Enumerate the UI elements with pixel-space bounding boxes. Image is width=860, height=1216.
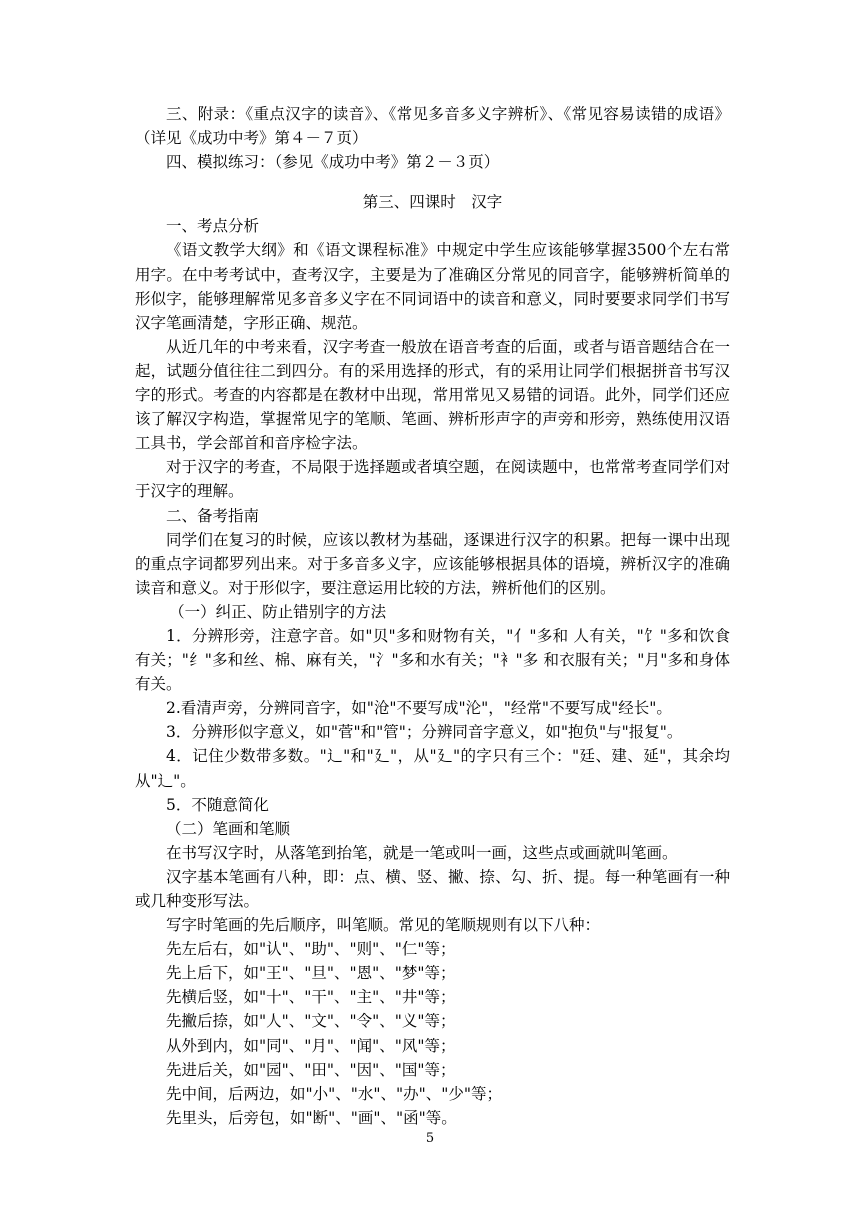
list-item: 2.看清声旁，分辨同音字，如"沧"不要写成"沦"，"经常"不要写成"经长"。 — [166, 699, 672, 718]
rule-item: 先进后关，如"园"、"田"、"因"、"国"等； — [166, 1060, 456, 1079]
heading-guide: 二、备考指南 — [166, 506, 260, 525]
list-item: 3．分辨形似字意义，如"菅"和"管"；分辨同音字意义，如"抱负"与"报复"。 — [166, 723, 683, 742]
text-column — [135, 102, 730, 1130]
paragraph-appendix: 三、附录：《重点汉字的读音》、《常见多音多义字辨析》、《常见容易读错的成语》（详见《成功中考》第４－７页） — [135, 105, 730, 148]
rule-item: 先横后竖，如"十"、"干"、"主"、"井"等； — [166, 988, 456, 1007]
list-item: 1．分辨形旁，注意字音。如"贝"多和财物有关，"亻"多和 人有关，"饣"多和饮食有关；"纟"多和丝、棉、麻有关，"氵"多和水有关；"衤"多 和衣服有关；"月"多和身体有关。 — [135, 626, 730, 694]
paragraph-practice: 四、模拟练习：（参见《成功中考》第２－３页） — [166, 153, 500, 172]
list-item: 4．记住少数带多数。"辶"和"廴"，从"廴"的字只有三个："廷、建、延"，其余均从"辶"。 — [135, 747, 730, 790]
paragraph: 写字时笔画的先后顺序，叫笔顺。常见的笔顺规则有以下八种： — [166, 916, 601, 935]
paragraph: 在书写汉字时，从落笔到抬笔，就是一笔或叫一画，这些点或画就叫笔画。 — [166, 843, 678, 862]
section-title: 第三、四课时 汉字 — [362, 193, 503, 212]
paragraph: 同学们在复习的时候，应该以教材为基础，逐课进行汉字的积累。把每一课中出现的重点字词都罗列出来。对于多音多义字，应该能够根据具体的语境，辨析汉字的准确读音和意义。对于形似字，要注意运用比较的方法，辨析他们的区别。 — [135, 530, 730, 597]
rule-item: 先中间，后两边，如"小"、"水"、"办"、"少"等； — [166, 1084, 503, 1103]
rule-item: 从外到内，如"同"、"月"、"闻"、"风"等； — [166, 1036, 456, 1055]
paragraph: 从近几年的中考来看，汉字考查一般放在语音考查的后面，或者与语音题结合在一起，试题分值往往二到四分。有的采用选择的形式，有的采用让同学们根据拼音书写汉字的形式。考查的内容都是在教材中出现，常用常见又易错的词语。此外，同学们还应该了解汉字构造，掌握常见字的笔顺、笔画、辨析形声字的声旁和形旁，熟练使用汉语工具书，学会部首和音序检字法。 — [135, 337, 730, 453]
rule-item: 先里头，后旁包，如"断"、"画"、"函"等。 — [166, 1108, 457, 1127]
paragraph: 对于汉字的考查，不局限于选择题或者填空题，在阅读题中，也常常考查同学们对于汉字的理解。 — [135, 458, 730, 501]
subheading-strokes: （二）笔画和笔顺 — [166, 819, 291, 838]
paragraph: 《语文教学大纲》和《语文课程标准》中规定中学生应该能够掌握3500个左右常用字。在中考考试中，查考汉字，主要是为了准确区分常见的同音字，能够辨析简单的形似字，能够理解常见多音多义字在不同词语中的读音和意义，同时要要求同学们书写汉字笔画清楚，字形正确、规范。 — [135, 241, 730, 332]
rule-item: 先左后右，如"认"、"助"、"则"、"仁"等； — [166, 940, 456, 959]
page-number: 5 — [425, 1131, 435, 1146]
heading-analysis: 一、考点分析 — [166, 217, 260, 236]
paragraph: 汉字基本笔画有八种，即：点、横、竖、撇、捺、勾、折、提。每一种笔画有一种或几种变形写法。 — [135, 867, 730, 910]
rule-item: 先撇后捺，如"人"、"文"、"令"、"义"等； — [166, 1012, 456, 1031]
list-item: 5．不随意简化 — [166, 795, 269, 814]
subheading-methods: （一）纠正、防止错别字的方法 — [169, 602, 387, 621]
rule-item: 先上后下，如"王"、"旦"、"恩"、"梦"等； — [166, 964, 456, 983]
